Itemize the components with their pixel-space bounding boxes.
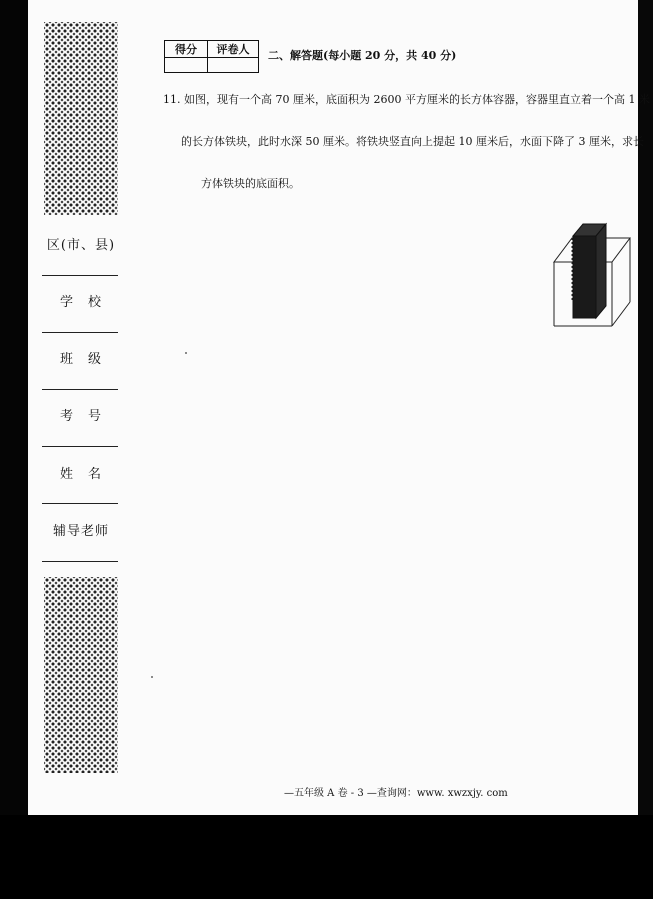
exam-number-label: 考 号 [59,409,102,424]
score-cell[interactable] [165,58,208,73]
question-line-3: 方体铁块的底面积。 [201,177,300,190]
scan-left-edge [0,0,28,815]
iron-block [573,224,606,318]
question-line-1: 11. 如图，现有一个高 70 厘米，底面积为 2600 平方厘米的长方体容器，容器里直立着一个高 1 米 [163,93,650,106]
score-table-header-row [165,41,259,58]
container-bottom-right-edge [612,302,630,326]
scan-bottom-edge [0,815,653,899]
tutor-label: 辅导老师 [52,524,109,539]
margin-pattern-bottom [44,577,118,773]
district-line [42,275,118,276]
margin-pattern-top [44,22,118,215]
tutor-line [42,561,118,562]
grader-header: 评卷人 [208,41,259,58]
score-table-entry-row [165,58,259,73]
district-label: 区(市、县) [46,238,116,253]
scan-speck [185,352,187,354]
scan-right-edge [638,0,653,815]
name-label: 姓 名 [59,467,102,482]
school-label: 学 校 [59,295,102,310]
question-line-2: 的长方体铁块，此时水深 50 厘米。将铁块竖直向上提起 10 厘米后，水面下降了 3 厘米，求长 [181,135,644,148]
school-line [42,332,118,333]
section-title: 二、解答题(每小题 20 分，共 40 分) [268,49,457,62]
page-footer: —五年级 A 卷 - 3 —查询网：www. xwzxjy. com [284,788,508,799]
scan-speck [151,676,153,678]
class-label: 班 级 [59,352,102,367]
class-line [42,389,118,390]
grader-cell[interactable] [208,58,259,73]
score-table [164,40,259,73]
score-header: 得分 [165,41,208,58]
container-iron-block-figure [548,220,632,332]
exam-number-line [42,446,118,447]
name-line [42,503,118,504]
